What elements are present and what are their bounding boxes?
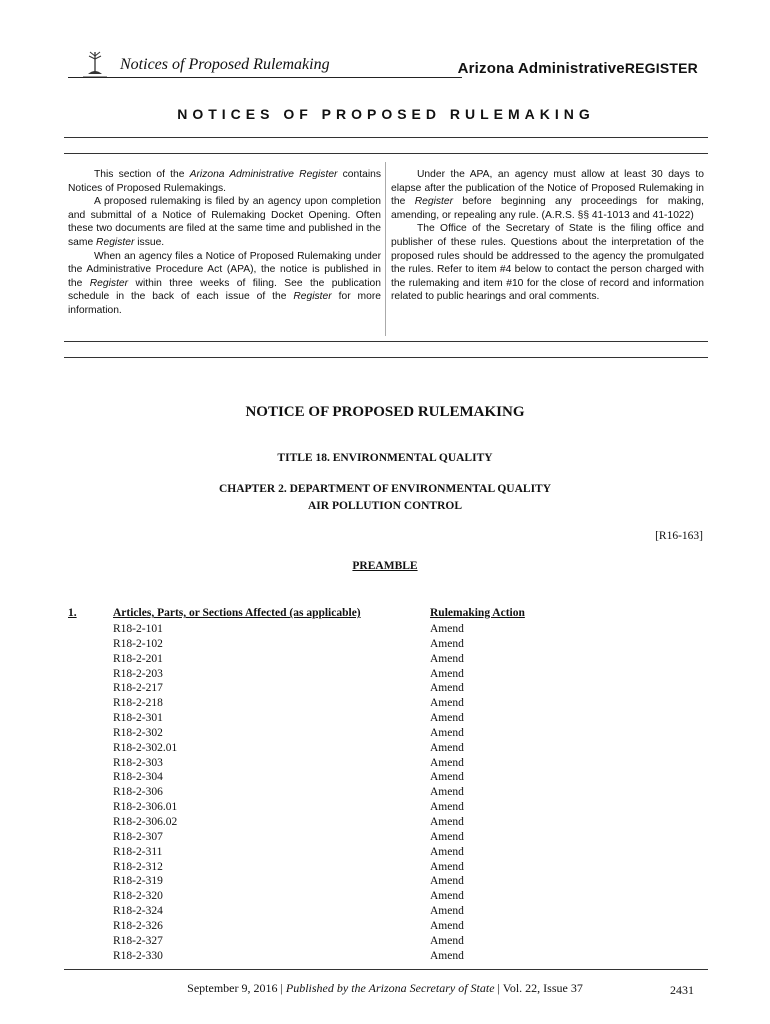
intro-paragraph: The Office of the Secretary of State is the filing office and publisher of these rules. Questions about the interpretation of the proposed rules should be addressed to the agency the promulgated the rules. Refer to item #4 below to contact the person charged with the rulemaking and item #10 for the close of record and information related to public hearings and oral comments. [391,223,704,303]
action-item: Amend [430,697,464,710]
section-item: R18-2-311 [113,845,163,858]
action-item: Amend [430,712,464,725]
section-item: R18-2-217 [113,682,163,695]
action-item: Amend [430,905,464,918]
reference-code: [R16-163] [655,530,703,542]
action-item: Amend [430,623,464,635]
action-item: Amend [430,682,464,695]
action-item: Amend [430,756,464,769]
intro-paragraph: This section of the Arizona Administrative Register contains Notices of Proposed Rulemakings. [68,169,381,194]
section-item: R18-2-218 [113,697,163,710]
section-item: R18-2-306.02 [113,815,178,828]
action-item: Amend [430,949,464,962]
title-line: TITLE 18. ENVIRONMENTAL QUALITY [277,452,493,464]
intro-column-right [391,168,704,304]
page-header [68,50,702,84]
item-number: 1. [68,607,77,619]
action-item: Amend [430,786,464,799]
quill-logo-icon [82,50,108,80]
footer-volume: Vol. 22, Issue 37 [502,981,583,995]
action-item: Amend [430,652,464,665]
section-rule-bottom [64,153,708,154]
section-item: R18-2-306 [113,786,163,799]
chapter-line-2: AIR POLLUTION CONTROL [308,500,462,512]
footer-publisher: Published by the Arizona Secretary of State [285,981,495,995]
action-item: Amend [430,830,464,843]
column-divider [385,162,386,336]
section-item: R18-2-326 [113,919,163,932]
intro-paragraph: A proposed rulemaking is filed by an agency upon completion and submittal of a Notice of Rulemaking Docket Opening. Often these two documents are filed at the same time and published in the same Register issue. [68,196,381,248]
section-item: R18-2-201 [113,652,163,665]
action-column-header: Rulemaking Action [430,607,525,619]
section-item: R18-2-324 [113,905,163,918]
section-rule-top [64,137,708,138]
action-item: Amend [430,801,464,814]
sections-column-header: Articles, Parts, or Sections Affected (as applicable) [113,607,361,619]
preamble-heading: PREAMBLE [352,560,418,572]
actions-list [430,622,464,963]
action-item: Amend [430,875,464,888]
page-number: 2431 [670,983,694,997]
section-item: R18-2-306.01 [113,801,178,814]
section-item: R18-2-101 [113,623,163,635]
header-left-title: Notices of Proposed Rulemaking [120,56,330,73]
action-item: Amend [430,771,464,784]
section-item: R18-2-303 [113,756,163,769]
action-item: Amend [430,726,464,739]
action-item: Amend [430,741,464,754]
section-item: R18-2-319 [113,875,163,888]
sections-list [113,622,177,963]
chapter-line-1: CHAPTER 2. DEPARTMENT OF ENVIRONMENTAL QUALITY [218,483,552,495]
action-item: Amend [430,934,464,947]
section-item: R18-2-302.01 [113,741,178,754]
header-rule [68,77,462,78]
action-item: Amend [430,860,464,873]
header-right-title: Arizona AdministrativeREGISTER [457,60,698,77]
section-item: R18-2-307 [113,830,163,843]
action-item: Amend [430,637,464,650]
section-item: R18-2-327 [113,934,163,947]
footer-rule [64,969,708,970]
section-item: R18-2-203 [113,667,163,680]
section-item: R18-2-102 [113,637,163,650]
notice-title: NOTICE OF PROPOSED RULEMAKING [245,404,525,420]
section-item: R18-2-304 [113,771,163,784]
section-item: R18-2-301 [113,712,163,725]
section-title: NOTICES OF PROPOSED RULEMAKING [177,106,595,122]
intro-column-left [68,168,381,318]
footer-text: September 9, 2016 | Published by the Arizona Secretary of State | Vol. 22, Issue 37 [187,981,583,995]
footer-date: September 9, 2016 [187,981,278,995]
section-item: R18-2-302 [113,726,163,739]
register-wordmark: REGISTER [624,60,698,76]
action-item: Amend [430,919,464,932]
section-item: R18-2-330 [113,949,163,962]
action-item: Amend [430,815,464,828]
section-item: R18-2-312 [113,860,163,873]
action-item: Amend [430,890,464,903]
intro-paragraph: Under the APA, an agency must allow at least 30 days to elapse after the publication of the Notice of Proposed Rulemaking in the Register before beginning any proceedings for making, amending, or repealing any rule. (A.R.S. §§ 41-1013 and 41-1022) [391,169,704,221]
intro-rule-bottom [64,357,708,358]
intro-paragraph: When an agency files a Notice of Proposed Rulemaking under the Administrative Procedure Act (APA), the notice is published in the Register within three weeks of filing. See the publication schedule in the back of each issue of the Register for more information. [68,250,382,316]
section-item: R18-2-320 [113,890,163,903]
action-item: Amend [430,667,464,680]
intro-rule-top [64,341,708,342]
action-item: Amend [430,845,464,858]
